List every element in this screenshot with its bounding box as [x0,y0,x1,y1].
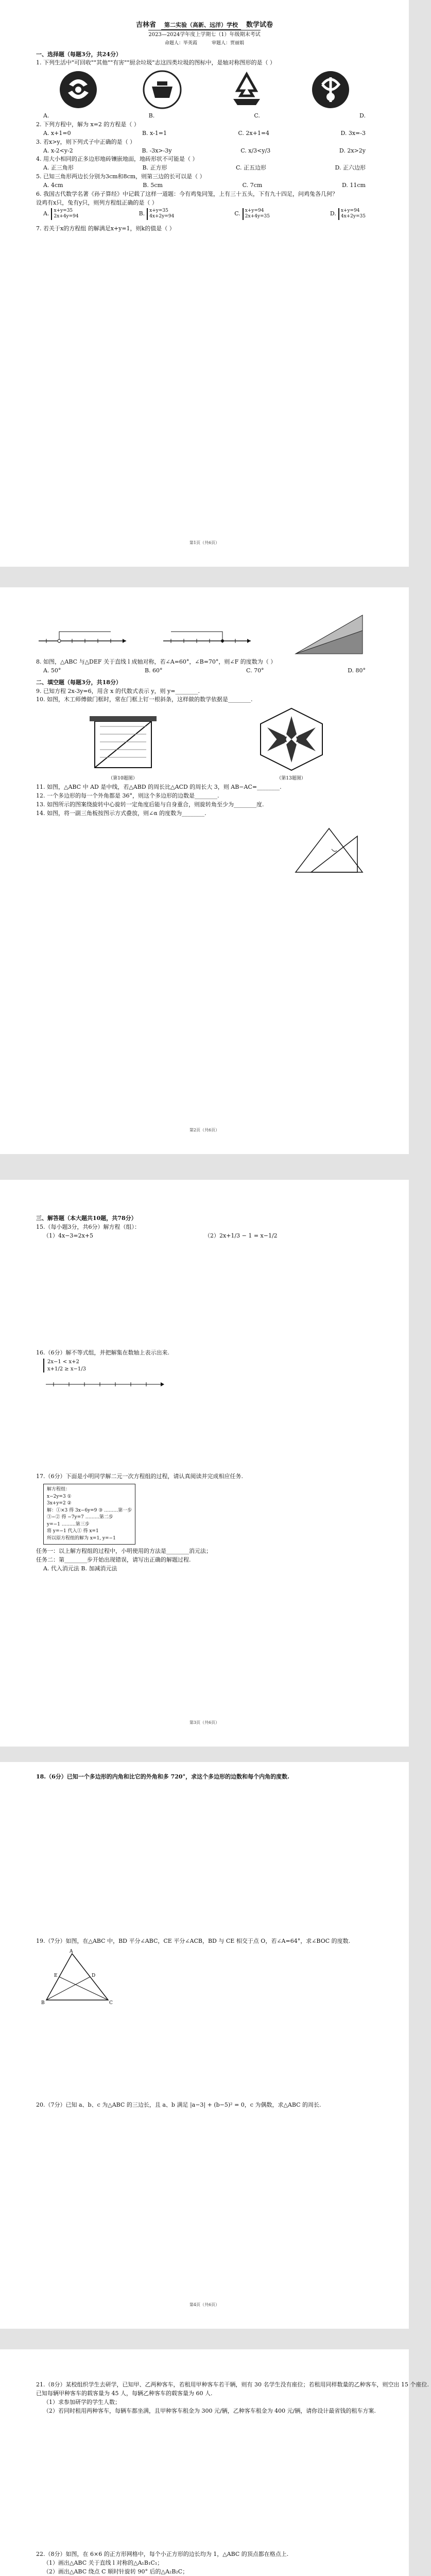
q5-options [36,182,373,190]
q5-option-a[interactable]: A. 4cm [43,181,63,189]
q16-ineq-1: 2x−1 < x+2 [47,1359,79,1365]
question-12: 12. 一个多边形的每一个外角都是 36°，则这个多边形的边数是________. [36,792,219,800]
page-2-footer: 第2页（共6页） [189,1128,220,1133]
page-1-footer: 第1页（共6页） [189,540,220,546]
q1-icons [36,69,373,110]
q21-answer-space[interactable] [36,2416,373,2550]
question-5: 5. 已知三角形两边长分别为3cm和8cm，则第三边的长可以是（ ） [36,173,205,180]
svg-text:A: A [70,1948,73,1954]
question-14: 14. 如图，将一副三角板按图示方式叠放，则∠α 的度数为________. [36,809,206,817]
q1-option-c[interactable]: C. [254,112,260,120]
question-3: 3. 若x>y，则下列式子中正确的是（ ） [36,138,136,145]
section-3-heading: 三、解答题（本大题共10题，共78分） [36,1215,137,1222]
q8-option-b[interactable]: B. 60° [144,667,163,674]
page-3 [0,1180,409,1747]
q1-option-d[interactable]: D. [359,112,366,120]
q6-d-eq2: 4x+2y=35 [340,214,366,219]
q10-q13-figures [36,706,373,782]
q16-answer-space[interactable] [36,1395,373,1472]
page-4 [0,1762,409,2329]
q17-box-line-8: 所以原方程组的解为 x=1, y=−1 [47,1535,116,1541]
number-line-figure-a [36,620,129,656]
q18-answer-space[interactable] [36,1782,373,1937]
q3-option-a[interactable]: A. x-2<y-2 [43,147,73,154]
page-4-footer: 第4页（共6页） [189,2302,220,2308]
q16-number-line[interactable] [43,1377,167,1392]
page-1 [0,0,409,567]
title-subject: 数学试卷 [246,21,273,29]
q3-option-c[interactable]: C. x/3<y/3 [240,147,271,154]
q2-option-d[interactable]: D. 3x=-3 [340,129,366,137]
q19-triangle-figure [41,1948,113,2005]
question-20: 20.（7分）已知 a、b、c 为△ABC 的三边长，且 a、b 满足 |a−3| + (b−5)² = 0，c 为偶数，求△ABC 的周长. [36,2101,321,2108]
q8-option-a[interactable]: A. 50° [43,667,61,674]
q6-a-eq2: 2x+4y=94 [54,214,79,219]
q22-part-2: （2）画出△ABC 绕点 C 顺时针旋转 90° 后的△A₂B₂C； [43,2568,188,2575]
q19-answer-space[interactable] [36,2008,373,2100]
svg-text:D: D [92,1973,96,1978]
question-18: 18.（6分）已知一个多边形的内角和比它的外角和多 720°，求这个多边形的边数和每个内角的度数. [36,1773,289,1780]
q17-task-1: 任务一：以上解方程组的过程中，小明使用的方法是________消元法； [36,1548,212,1555]
q4-option-c[interactable]: C. 正五边形 [236,164,267,172]
question-9: 9. 已知方程 2x-3y=6，用含 x 的代数式表示 y，则 y=________. [36,687,200,694]
question-8: 8. 如图，△ABC 与△DEF 关于直线 l 成轴对称，若∠A=60°，∠B=70°，则∠F 的度数为（ ） [36,658,277,665]
q17-box-line-7: 将 y=−1 代入① 得 x=1 [47,1529,99,1534]
q15-part-2: （2）2x+1/3 − 1 = x−1/2 [204,1232,278,1239]
q8-figures [36,610,373,656]
q6-c-eq1: x+y=94 [245,208,264,213]
q1-options [36,112,373,120]
exam-subtitle: 2023—2024学年度上学期七（1）年级期末考试 [148,30,260,39]
q8-option-d[interactable]: D. 80° [348,667,366,674]
svg-text:B: B [41,2000,45,2006]
q17-box-line-3: 3x+y=2 ② [47,1501,72,1506]
door-frame-figure [79,711,167,773]
q17-box-line-1: 解方程组： [47,1487,71,1493]
question-1: 1. 下列生活中"可回收""其他""有害""厨余垃圾"志这四类垃圾的图标中，是轴对称图形的是（ ） [36,59,275,66]
q1-option-b[interactable]: B. [148,112,155,120]
section-1-heading: 一、选择题（每题3分，共24分） [36,50,122,58]
question-19: 19.（7分）如图，在△ABC 中，BD 平分∠ABC，CE 平分∠ACB，BD 与 CE 相交于点 O，若∠A=64°，求∠BOC 的度数. [36,1937,351,1944]
q5-option-d[interactable]: D. 11cm [341,181,366,189]
recyclable-icon [58,69,99,110]
q15-part-1: （1）4x−3=2x+5 [43,1232,94,1239]
question-10: 10. 如图，木工师傅做门框时，常在门框上钉一根斜条，这样做的数学依据是________. [36,696,253,703]
question-7: 7. 若关于x的方程组 的解满足x+y=1，则k的值是（ ） [36,225,175,232]
title-province: 吉林省 [135,21,156,29]
q6-d-eq1: x+y=94 [340,208,360,213]
q2-option-a[interactable]: A. x+1=0 [43,129,71,137]
question-4: 4. 用大小相同的正多边形地砖镶嵌地面，地砖形状不可能是（ ） [36,156,198,163]
triangle-figure [285,610,373,656]
svg-text:C: C [109,2000,113,2006]
q5-option-b[interactable]: B. 5cm [143,181,163,189]
q6-option-c-letter: C. [234,210,240,217]
section-2-heading: 二、填空题（每题3分，共18分） [36,679,122,686]
q6-option-c[interactable] [234,208,270,220]
q2-options [36,130,373,138]
fig-10-label: （第10题图） [108,776,137,782]
svg-text:E: E [54,1973,58,1978]
q6-c-eq2: 2x+4y=35 [245,214,270,219]
q6-options [36,208,373,220]
q17-box-line-4: 解：①×3 得 3x−6y=9 ③ ………第一步 [47,1507,132,1513]
setter-name: 命题人：毕英霞 [164,41,197,46]
q2-option-b[interactable]: B. x-1=1 [142,129,167,137]
q17-solution-box [43,1484,135,1545]
q21-part-1: （1）求参加研学的学生人数； [43,2398,120,2405]
q3-option-b[interactable]: B. -3x>-3y [142,147,172,154]
recycle-arrows-icon [226,69,267,110]
q5-option-c[interactable]: C. 7cm [242,181,263,189]
q15-parts [36,1232,373,1240]
q6-option-b[interactable] [139,208,175,220]
q6-option-d-letter: D. [330,210,336,217]
q15-note: 15.（每小题3分，共6分）解方程（组）： [36,1223,140,1230]
q21-part-2: （2）若同时租用两种客车，每辆车都坐满，且甲种客车租金为 300 元/辆，乙种客车租金为 400 元/辆，请你设计最省钱的租车方案. [43,2407,376,2414]
q17-box-line-6: y=−1 ………第三步 [47,1521,90,1527]
q17-task-2: 任务二：第________步开始出现错误，请写出正确的解题过程. [36,1556,191,1563]
set-square-figure [285,821,373,877]
exam-header [36,21,373,47]
q6-option-a-letter: A. [43,210,49,217]
question-21-stem-1: 21.（8分）某校组织学生去研学，已知甲、乙两种客车，若租用甲种客车若干辆，则有 30 名学生没有座位；若租用同样数量的乙种客车，则空出 15 个座位. [36,2381,429,2388]
q4-options [36,164,373,172]
q15-answer-space[interactable] [36,1240,373,1348]
question-6-stem: 6. 我国古代数学名著《孙子算经》中记载了这样一道题：今有鸡兔同笼，上有三十五头，下有九十四足，问鸡兔各几何？ [36,190,338,197]
q22-part-1: （1）画出△ABC 关于直线 l 对称的△A₁B₁C₁； [43,2560,163,2567]
q6-option-d[interactable] [330,208,366,220]
kitchen-waste-icon [310,69,351,110]
reviewer-name: 审题人：贾丽娟 [212,41,245,46]
q8-option-c[interactable]: C. 70° [246,667,264,674]
q20-answer-space[interactable] [36,2110,373,2244]
q6-option-a[interactable] [43,208,79,220]
q6-b-eq2: 4x+2y=94 [149,214,175,219]
fig-13-label: （第13题图） [277,776,306,782]
page-5 [0,2349,429,2576]
q8-options [36,667,373,675]
question-16: 16.（6分）解不等式组，并把解集在数轴上表示出来. [36,1349,169,1356]
q16-ineq-2: x+1/2 ≥ x−1/3 [47,1366,86,1372]
question-11: 11. 如图，△ABC 中 AD 是中线，若△ABD 的周长比△ACD 的周长大 3，则 AB−AC=________. [36,784,282,791]
q6-a-eq1: x+y=35 [54,208,73,213]
question-2: 2. 下列方程中，解为 x=2 的方程是（ ） [36,121,140,128]
q1-option-a[interactable]: A. [43,112,49,120]
q4-option-b[interactable]: B. 正方形 [142,164,167,172]
rotational-pattern-figure [253,706,330,773]
page-2 [0,587,409,1154]
number-line-figure-b [161,620,253,656]
question-17: 17.（6分）下面是小明同学解二元一次方程组的过程，请认真阅读并完成相应任务. [36,1473,243,1480]
q3-option-d[interactable]: D. 2x>2y [339,147,366,154]
question-22: 22.（8分）如图，在 6×6 的正方形网格中，每个小正方形的边长均为 1，△ABC 的顶点都在格点上. [36,2551,289,2558]
q17-box-line-5: ③−② 得 −7y=7 ………第二步 [47,1515,113,1520]
question-6-ask: 设鸡有x只，兔有y只，则列方程组正确的是（ ） [36,199,158,206]
q4-option-d[interactable]: D. 正六边形 [335,164,366,172]
q17-box-line-2: x−2y=3 ① [47,1494,72,1499]
q4-option-a[interactable]: A. 正三角形 [43,164,74,172]
q3-options [36,147,373,155]
q6-option-b-letter: B. [139,210,145,217]
q17-task-options: A. 代入消元法 B. 加减消元法 [43,1565,117,1572]
other-waste-icon [142,69,183,110]
question-21-stem-2: 已知每辆甲种客车的载客量为 45 人，每辆乙种客车的载客量为 60 人. [36,2389,213,2397]
question-13: 13. 如图所示的图案绕旋转中心旋转一定角度后能与自身重合，则旋转角至少为________度. [36,801,264,808]
q6-b-eq1: x+y=35 [149,208,168,213]
q2-option-c[interactable]: C. 2x+1=4 [238,129,270,137]
page-3-footer: 第3页（共6页） [189,1720,220,1725]
title-school: 第二实验（高新、远洋）学校 [161,22,241,30]
